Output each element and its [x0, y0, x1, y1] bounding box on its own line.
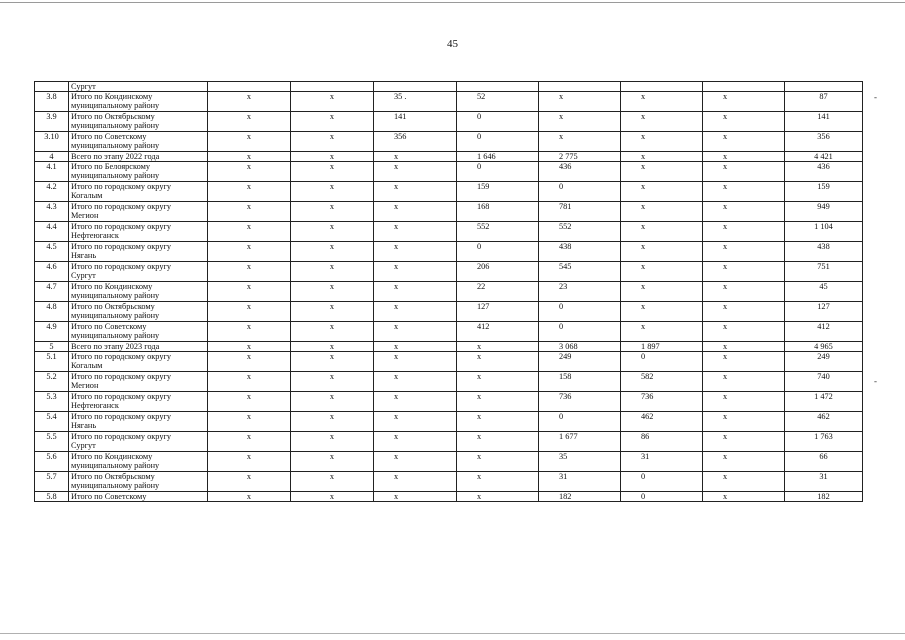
row-name-cell: Итого по Кондинскому муниципальному району	[69, 452, 208, 472]
value-cell: x	[621, 162, 703, 182]
value-cell: x	[291, 472, 374, 492]
table-row	[35, 452, 863, 472]
value-cell: x	[374, 282, 457, 302]
value-cell: x	[208, 372, 291, 392]
value-cell: 436	[785, 162, 863, 182]
row-name-cell: Итого по городскому округу Сургут	[69, 432, 208, 452]
value-cell: x	[291, 92, 374, 112]
table-row	[35, 352, 863, 372]
value-cell: 4 965	[785, 342, 863, 352]
value-cell: x	[703, 342, 785, 352]
row-name-cell: Итого по городскому округу Когалым	[69, 352, 208, 372]
value-cell: x	[703, 282, 785, 302]
value-cell: 35 .	[374, 92, 457, 112]
value-cell: x	[703, 372, 785, 392]
value-cell: x	[703, 452, 785, 472]
value-cell: x	[291, 162, 374, 182]
value-cell	[785, 82, 863, 92]
value-cell: x	[208, 182, 291, 202]
table-row	[35, 302, 863, 322]
value-cell: x	[291, 372, 374, 392]
value-cell: x	[291, 432, 374, 452]
table-row	[35, 82, 863, 92]
value-cell	[621, 82, 703, 92]
value-cell: x	[621, 282, 703, 302]
value-cell: x	[291, 452, 374, 472]
value-cell: 0	[457, 162, 539, 182]
row-name-cell: Итого по городскому округу Мегион	[69, 372, 208, 392]
value-cell: x	[208, 322, 291, 342]
row-number-cell: 3.8	[35, 92, 69, 112]
value-cell: 127	[457, 302, 539, 322]
value-cell: x	[374, 262, 457, 282]
value-cell: x	[291, 222, 374, 242]
row-name-cell: Итого по городскому округу Нягань	[69, 412, 208, 432]
value-cell: x	[208, 282, 291, 302]
value-cell	[208, 82, 291, 92]
row-name-cell: Итого по Октябрьскому муниципальному району	[69, 302, 208, 322]
value-cell: x	[457, 372, 539, 392]
value-cell: 52	[457, 92, 539, 112]
value-cell: 4 421	[785, 152, 863, 162]
value-cell: 736	[621, 392, 703, 412]
value-cell: 545	[539, 262, 621, 282]
value-cell: 356	[374, 132, 457, 152]
value-cell: x	[621, 182, 703, 202]
value-cell: 87	[785, 92, 863, 112]
value-cell: 206	[457, 262, 539, 282]
value-cell: 356	[785, 132, 863, 152]
value-cell: 462	[621, 412, 703, 432]
table-row	[35, 372, 863, 392]
margin-mark: -	[874, 376, 877, 386]
value-cell: x	[703, 112, 785, 132]
row-number-cell: 4.4	[35, 222, 69, 242]
row-number-cell: 5	[35, 342, 69, 352]
table-body	[35, 82, 863, 502]
row-number-cell: 5.4	[35, 412, 69, 432]
value-cell: x	[291, 242, 374, 262]
value-cell: 182	[785, 492, 863, 502]
value-cell: 249	[785, 352, 863, 372]
value-cell: x	[621, 132, 703, 152]
value-cell: 751	[785, 262, 863, 282]
value-cell: x	[703, 352, 785, 372]
row-number-cell: 4	[35, 152, 69, 162]
value-cell: x	[208, 92, 291, 112]
value-cell: x	[208, 412, 291, 432]
value-cell: 552	[539, 222, 621, 242]
value-cell	[457, 82, 539, 92]
value-cell: x	[374, 182, 457, 202]
value-cell: x	[457, 492, 539, 502]
value-cell: x	[621, 242, 703, 262]
page-number: 45	[447, 38, 458, 50]
value-cell: 1 104	[785, 222, 863, 242]
table-row	[35, 152, 863, 162]
scan-edge-bottom	[0, 633, 905, 634]
value-cell: x	[291, 322, 374, 342]
value-cell: 0	[539, 182, 621, 202]
value-cell: 159	[457, 182, 539, 202]
row-number-cell: 4.3	[35, 202, 69, 222]
value-cell: x	[374, 152, 457, 162]
value-cell: 168	[457, 202, 539, 222]
value-cell: x	[291, 342, 374, 352]
value-cell: 1 763	[785, 432, 863, 452]
value-cell: x	[208, 432, 291, 452]
row-name-cell: Итого по городскому округу Нефтеюганск	[69, 392, 208, 412]
value-cell: x	[374, 222, 457, 242]
value-cell: 66	[785, 452, 863, 472]
value-cell: x	[703, 322, 785, 342]
value-cell: x	[374, 492, 457, 502]
value-cell: x	[457, 472, 539, 492]
row-name-cell: Итого по городскому округу Нефтеюганск	[69, 222, 208, 242]
value-cell: 141	[374, 112, 457, 132]
value-cell	[291, 82, 374, 92]
value-cell: x	[703, 242, 785, 262]
row-name-cell: Итого по Кондинскому муниципальному району	[69, 92, 208, 112]
value-cell: x	[621, 222, 703, 242]
table-row	[35, 262, 863, 282]
value-cell: x	[374, 412, 457, 432]
value-cell: x	[703, 202, 785, 222]
value-cell: x	[621, 322, 703, 342]
value-cell: 3 068	[539, 342, 621, 352]
row-name-cell: Итого по Октябрьскому муниципальному району	[69, 472, 208, 492]
row-number-cell: 5.1	[35, 352, 69, 372]
value-cell: x	[208, 112, 291, 132]
row-name-cell: Всего по этапу 2023 года	[69, 342, 208, 352]
row-number-cell: 3.10	[35, 132, 69, 152]
value-cell: x	[457, 352, 539, 372]
row-number-cell: 4.2	[35, 182, 69, 202]
value-cell: x	[703, 472, 785, 492]
value-cell: 86	[621, 432, 703, 452]
value-cell: x	[291, 492, 374, 502]
value-cell: 0	[457, 242, 539, 262]
value-cell: x	[208, 302, 291, 322]
value-cell: 0	[457, 132, 539, 152]
value-cell: x	[208, 162, 291, 182]
value-cell: 249	[539, 352, 621, 372]
value-cell: x	[621, 152, 703, 162]
data-table	[34, 81, 863, 502]
value-cell: x	[703, 162, 785, 182]
value-cell: x	[208, 392, 291, 412]
margin-mark: -	[874, 92, 877, 102]
table-row	[35, 282, 863, 302]
value-cell: 0	[539, 302, 621, 322]
value-cell: x	[703, 262, 785, 282]
value-cell: x	[539, 92, 621, 112]
row-number-cell: 5.5	[35, 432, 69, 452]
value-cell: x	[291, 152, 374, 162]
value-cell: x	[374, 302, 457, 322]
value-cell: 552	[457, 222, 539, 242]
table-row	[35, 392, 863, 412]
value-cell	[374, 82, 457, 92]
value-cell: x	[291, 352, 374, 372]
value-cell: x	[291, 412, 374, 432]
value-cell: 1 646	[457, 152, 539, 162]
value-cell: x	[291, 132, 374, 152]
value-cell: x	[703, 492, 785, 502]
value-cell: 31	[785, 472, 863, 492]
value-cell: 159	[785, 182, 863, 202]
row-name-cell: Итого по городскому округу Мегион	[69, 202, 208, 222]
value-cell: 182	[539, 492, 621, 502]
value-cell: x	[703, 412, 785, 432]
value-cell: 0	[539, 322, 621, 342]
value-cell: x	[208, 132, 291, 152]
row-number-cell: 5.6	[35, 452, 69, 472]
value-cell: x	[703, 132, 785, 152]
value-cell: 462	[785, 412, 863, 432]
table-row	[35, 472, 863, 492]
value-cell: 141	[785, 112, 863, 132]
value-cell: 436	[539, 162, 621, 182]
value-cell: 438	[539, 242, 621, 262]
row-number-cell: 4.5	[35, 242, 69, 262]
value-cell: x	[621, 262, 703, 282]
value-cell: x	[291, 182, 374, 202]
value-cell: 740	[785, 372, 863, 392]
value-cell: x	[208, 452, 291, 472]
value-cell: x	[703, 92, 785, 112]
row-name-cell: Итого по Октябрьскому муниципальному району	[69, 112, 208, 132]
value-cell: x	[291, 202, 374, 222]
value-cell: 35	[539, 452, 621, 472]
value-cell: 22	[457, 282, 539, 302]
row-number-cell: 4.7	[35, 282, 69, 302]
table-row	[35, 412, 863, 432]
value-cell: x	[208, 242, 291, 262]
value-cell: x	[374, 162, 457, 182]
row-name-cell: Итого по Советскому	[69, 492, 208, 502]
value-cell: x	[539, 112, 621, 132]
table-row	[35, 242, 863, 262]
value-cell: x	[374, 452, 457, 472]
value-cell	[703, 82, 785, 92]
value-cell: x	[374, 392, 457, 412]
value-cell: x	[621, 112, 703, 132]
row-name-cell: Итого по городскому округу Когалым	[69, 182, 208, 202]
value-cell: x	[374, 432, 457, 452]
table-row	[35, 182, 863, 202]
row-name-cell: Итого по городскому округу Нягань	[69, 242, 208, 262]
table-row	[35, 92, 863, 112]
value-cell: 31	[621, 452, 703, 472]
table-row	[35, 162, 863, 182]
value-cell: x	[457, 392, 539, 412]
value-cell: x	[703, 222, 785, 242]
scan-edge-top	[0, 2, 905, 3]
value-cell: x	[457, 452, 539, 472]
value-cell: 0	[621, 352, 703, 372]
value-cell: 158	[539, 372, 621, 392]
row-number-cell	[35, 82, 69, 92]
value-cell: 1 897	[621, 342, 703, 352]
value-cell: x	[291, 302, 374, 322]
row-name-cell: Итого по Советскому муниципальному району	[69, 132, 208, 152]
value-cell: x	[374, 322, 457, 342]
value-cell: x	[291, 282, 374, 302]
table-row	[35, 222, 863, 242]
value-cell: x	[208, 472, 291, 492]
value-cell: x	[703, 152, 785, 162]
value-cell: 0	[621, 472, 703, 492]
value-cell: x	[374, 352, 457, 372]
row-name-cell: Итого по Кондинскому муниципальному району	[69, 282, 208, 302]
row-number-cell: 4.8	[35, 302, 69, 322]
value-cell: x	[621, 302, 703, 322]
value-cell: 736	[539, 392, 621, 412]
value-cell: x	[539, 132, 621, 152]
value-cell: 949	[785, 202, 863, 222]
value-cell: x	[457, 432, 539, 452]
value-cell: 23	[539, 282, 621, 302]
row-number-cell: 5.3	[35, 392, 69, 412]
value-cell: x	[703, 432, 785, 452]
value-cell: x	[208, 492, 291, 502]
value-cell: x	[208, 202, 291, 222]
table-row	[35, 132, 863, 152]
value-cell: 2 775	[539, 152, 621, 162]
value-cell: 582	[621, 372, 703, 392]
row-number-cell: 5.8	[35, 492, 69, 502]
value-cell: x	[208, 342, 291, 352]
value-cell: 0	[539, 412, 621, 432]
row-name-cell: Итого по Белоярскому муниципальному району	[69, 162, 208, 182]
value-cell: x	[703, 182, 785, 202]
row-name-cell: Итого по городскому округу Сургут	[69, 262, 208, 282]
value-cell: x	[291, 262, 374, 282]
value-cell: x	[291, 392, 374, 412]
table-row	[35, 112, 863, 132]
value-cell: 781	[539, 202, 621, 222]
value-cell: x	[703, 302, 785, 322]
row-number-cell: 4.6	[35, 262, 69, 282]
row-number-cell: 5.2	[35, 372, 69, 392]
value-cell: 0	[621, 492, 703, 502]
row-name-cell: Всего по этапу 2022 года	[69, 152, 208, 162]
value-cell: 412	[785, 322, 863, 342]
row-number-cell: 3.9	[35, 112, 69, 132]
row-number-cell: 5.7	[35, 472, 69, 492]
value-cell: x	[374, 472, 457, 492]
value-cell: x	[457, 342, 539, 352]
value-cell: x	[291, 112, 374, 132]
value-cell: 1 472	[785, 392, 863, 412]
value-cell: 1 677	[539, 432, 621, 452]
value-cell: x	[208, 352, 291, 372]
value-cell: 45	[785, 282, 863, 302]
value-cell: 438	[785, 242, 863, 262]
value-cell: 412	[457, 322, 539, 342]
table-row	[35, 432, 863, 452]
value-cell	[539, 82, 621, 92]
row-number-cell: 4.9	[35, 322, 69, 342]
row-name-cell: Итого по Советскому муниципальному району	[69, 322, 208, 342]
table-row	[35, 322, 863, 342]
value-cell: 127	[785, 302, 863, 322]
value-cell: x	[208, 152, 291, 162]
value-cell: x	[374, 372, 457, 392]
table-row	[35, 202, 863, 222]
value-cell: 0	[457, 112, 539, 132]
value-cell: x	[374, 342, 457, 352]
value-cell: x	[621, 92, 703, 112]
value-cell: x	[208, 262, 291, 282]
row-name-cell: Сургут	[69, 82, 208, 92]
value-cell: x	[374, 242, 457, 262]
value-cell: x	[457, 412, 539, 432]
table-row	[35, 342, 863, 352]
value-cell: x	[621, 202, 703, 222]
value-cell: x	[374, 202, 457, 222]
value-cell: x	[703, 392, 785, 412]
row-number-cell: 4.1	[35, 162, 69, 182]
value-cell: 31	[539, 472, 621, 492]
value-cell: x	[208, 222, 291, 242]
table-row	[35, 492, 863, 502]
